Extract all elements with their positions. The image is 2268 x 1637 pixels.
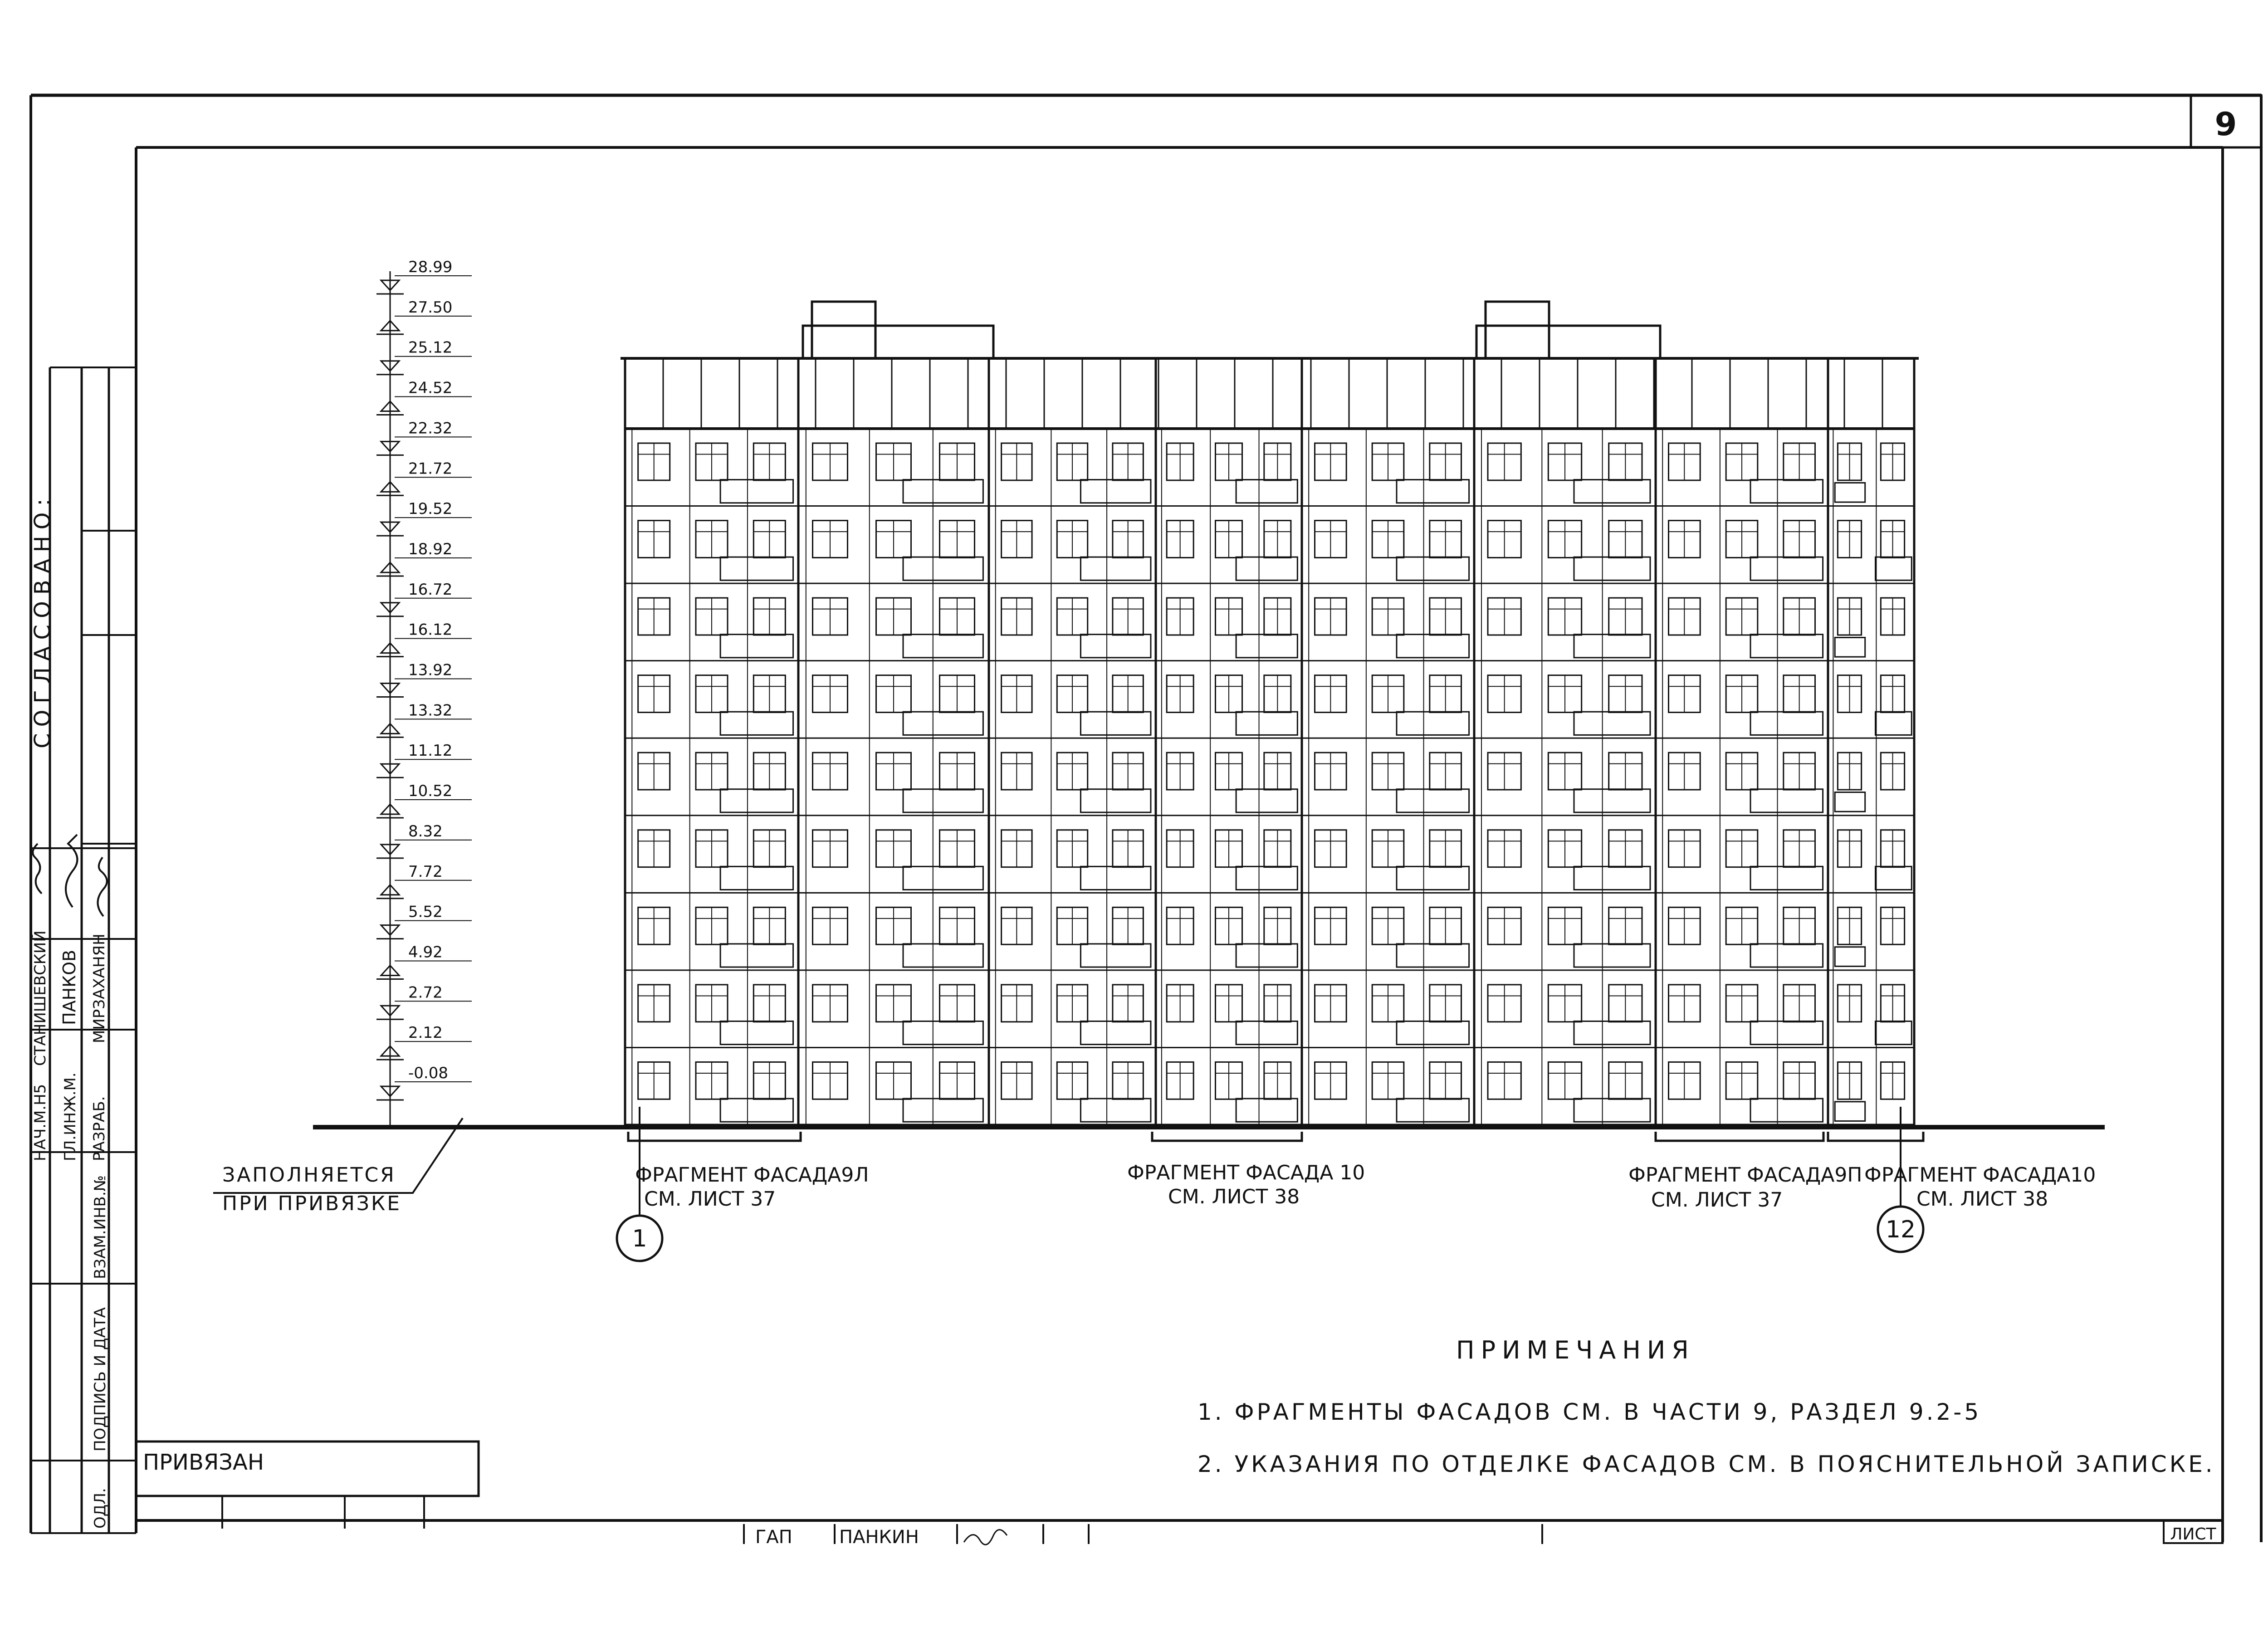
level-value: 4.92 <box>408 943 443 962</box>
level-value: 13.92 <box>408 661 453 679</box>
stamp-role-3: РАЗРАБ. <box>90 1096 108 1161</box>
balcony <box>1750 944 1823 967</box>
balcony <box>720 1021 793 1044</box>
balcony <box>720 480 793 503</box>
tied-block <box>136 1442 479 1529</box>
balcony <box>1574 712 1650 735</box>
balcony <box>1574 944 1650 967</box>
level-value: 8.32 <box>408 822 443 840</box>
elevation-marks <box>376 258 472 1125</box>
balcony <box>903 557 983 580</box>
balcony <box>1397 635 1469 658</box>
tied-label: ПРИВЯЗАН <box>143 1450 264 1475</box>
axis-marker-12 <box>1878 1207 1923 1252</box>
balcony <box>1750 712 1823 735</box>
balcony <box>1236 1021 1297 1044</box>
level-value: 27.50 <box>408 298 453 317</box>
fill-note-line1: ЗАПОЛНЯЕТСЯ <box>222 1163 396 1187</box>
balcony <box>1080 712 1151 735</box>
agreed-label: СОГЛАСОВАНО: <box>30 492 55 748</box>
level-value: 18.92 <box>408 540 453 558</box>
balcony <box>1080 866 1151 889</box>
level-value: 19.52 <box>408 500 453 518</box>
balcony <box>1835 1102 1865 1121</box>
balcony <box>720 789 793 812</box>
balcony <box>1080 944 1151 967</box>
sheet-number-box <box>2191 95 2261 147</box>
balcony <box>1750 1021 1823 1044</box>
stamp-name-3: МИРЗАХАНЯН <box>90 933 108 1043</box>
balcony <box>1236 1099 1297 1122</box>
balcony <box>1397 712 1469 735</box>
balcony <box>1750 635 1823 658</box>
balcony <box>1876 1021 1912 1044</box>
balcony <box>1574 789 1650 812</box>
level-value: 5.52 <box>408 903 443 921</box>
balcony <box>1835 947 1865 967</box>
balcony <box>1835 483 1865 502</box>
balcony <box>720 944 793 967</box>
building-facade <box>621 302 1919 1125</box>
level-value: 16.72 <box>408 580 453 599</box>
balcony <box>1236 866 1297 889</box>
level-value: 10.52 <box>408 782 453 801</box>
level-value: -0.08 <box>408 1064 448 1082</box>
balcony <box>1236 712 1297 735</box>
bottom-signature <box>964 1530 1007 1545</box>
signature-2 <box>66 835 77 907</box>
fragment-ref-10b: СМ. ЛИСТ 38 <box>1916 1187 2048 1211</box>
axis-label-12: 12 <box>1885 1216 1916 1243</box>
fill-note <box>213 1118 463 1215</box>
balcony <box>1876 712 1912 735</box>
fragment-title-9l: ФРАГМЕНТ ФАСАДА9Л <box>635 1163 869 1187</box>
balcony <box>1750 480 1823 503</box>
balcony <box>1574 1021 1650 1044</box>
fragment-title-9p: ФРАГМЕНТ ФАСАДА9П <box>1628 1163 1862 1187</box>
level-value: 11.12 <box>408 742 453 760</box>
balcony <box>1397 866 1469 889</box>
level-value: 24.52 <box>408 379 453 397</box>
balcony <box>1397 789 1469 812</box>
fragment-title-10a: ФРАГМЕНТ ФАСАДА 10 <box>1127 1161 1365 1184</box>
balcony <box>1080 1099 1151 1122</box>
balcony <box>903 635 983 658</box>
balcony <box>1750 1099 1823 1122</box>
balcony <box>903 866 983 889</box>
balcony <box>1876 866 1912 889</box>
roof-machine-room <box>1486 302 1549 358</box>
balcony <box>903 789 983 812</box>
note-item-2: 2. УКАЗАНИЯ ПО ОТДЕЛКЕ ФАСАДОВ СМ. В ПОЯСНИТЕЛЬНОЙ ЗАПИСКЕ. <box>1198 1451 2215 1477</box>
balcony <box>1835 792 1865 812</box>
sheet-label: ЛИСТ <box>2170 1525 2216 1544</box>
notes-heading: ПРИМЕЧАНИЯ <box>1456 1336 1695 1364</box>
balcony <box>1236 635 1297 658</box>
level-value: 13.32 <box>408 701 453 720</box>
balcony <box>1750 557 1823 580</box>
fragment-ref-9p: СМ. ЛИСТ 37 <box>1651 1188 1783 1212</box>
balcony <box>903 944 983 967</box>
fragment-ref-9l: СМ. ЛИСТ 37 <box>644 1187 776 1211</box>
bottom-stamp-name: ПАНКИН <box>839 1527 919 1548</box>
signature-3 <box>98 857 107 916</box>
stamp-field-sign-date: ПОДПИСЬ И ДАТА <box>91 1307 109 1451</box>
balcony <box>1080 789 1151 812</box>
level-value: 21.72 <box>408 459 453 478</box>
balcony <box>720 635 793 658</box>
fill-note-line2: ПРИ ПРИВЯЗКЕ <box>222 1192 402 1215</box>
axis-marker-1 <box>617 1216 662 1261</box>
balcony <box>1397 944 1469 967</box>
balcony <box>720 866 793 889</box>
balcony <box>1236 480 1297 503</box>
balcony <box>1397 1099 1469 1122</box>
level-value: 2.12 <box>408 1024 443 1042</box>
balcony <box>1236 789 1297 812</box>
approval-column <box>30 492 55 748</box>
level-value: 28.99 <box>408 258 453 276</box>
roof-machine-room <box>812 302 875 358</box>
balcony <box>1574 557 1650 580</box>
balcony <box>1080 635 1151 658</box>
balcony <box>1397 480 1469 503</box>
balcony <box>1236 944 1297 967</box>
sheet-number: 9 <box>2214 106 2237 143</box>
balcony <box>720 1099 793 1122</box>
level-value: 2.72 <box>408 983 443 1002</box>
bottom-stamp-role: ГАП <box>755 1527 792 1548</box>
stamp-name-1: СТАНИШЕВСКИЙ <box>31 930 49 1066</box>
balcony <box>1236 557 1297 580</box>
facade-outline <box>625 358 1914 1125</box>
stamp-role-2: ГЛ.ИНЖ.М. <box>61 1072 79 1161</box>
level-value: 16.12 <box>408 621 453 639</box>
level-value: 22.32 <box>408 419 453 438</box>
balcony <box>1574 1099 1650 1122</box>
fragment-title-10b: ФРАГМЕНТ ФАСАДА10 <box>1864 1163 2096 1187</box>
balcony <box>903 1099 983 1122</box>
balcony <box>1080 480 1151 503</box>
notes-block <box>1198 1336 2215 1477</box>
balcony <box>1876 557 1912 580</box>
note-item-1: 1. ФРАГМЕНТЫ ФАСАДОВ СМ. В ЧАСТИ 9, РАЗДЕЛ 9.2-5 <box>1198 1399 1982 1425</box>
sheet-frame <box>31 95 2261 1542</box>
balcony <box>903 480 983 503</box>
balcony <box>1574 480 1650 503</box>
stamp-name-2: ПАНКОВ <box>59 949 79 1025</box>
fragment-ref-10a: СМ. ЛИСТ 38 <box>1168 1185 1300 1208</box>
stamp-role-1: НАЧ.М.Н5 <box>31 1084 49 1161</box>
balcony <box>903 712 983 735</box>
stamp-field-replace: ВЗАМ.ИНВ.№ <box>91 1175 109 1279</box>
balcony <box>1835 638 1865 657</box>
balcony <box>1397 557 1469 580</box>
bottom-stamp <box>744 1520 2223 1548</box>
balcony <box>1397 1021 1469 1044</box>
stamp-field-odl: ОДЛ. <box>91 1488 109 1529</box>
roof-structure <box>1476 326 1660 358</box>
level-value: 25.12 <box>408 338 453 357</box>
balcony <box>1574 866 1650 889</box>
axis-label-1: 1 <box>632 1225 647 1252</box>
balcony <box>1080 1021 1151 1044</box>
balcony <box>1750 866 1823 889</box>
level-value: 7.72 <box>408 862 443 881</box>
balcony <box>720 557 793 580</box>
balcony <box>720 712 793 735</box>
balcony <box>903 1021 983 1044</box>
roof-structure <box>803 326 993 358</box>
balcony <box>1574 635 1650 658</box>
signature-1 <box>33 844 42 894</box>
balcony <box>1080 557 1151 580</box>
balcony <box>1750 789 1823 812</box>
